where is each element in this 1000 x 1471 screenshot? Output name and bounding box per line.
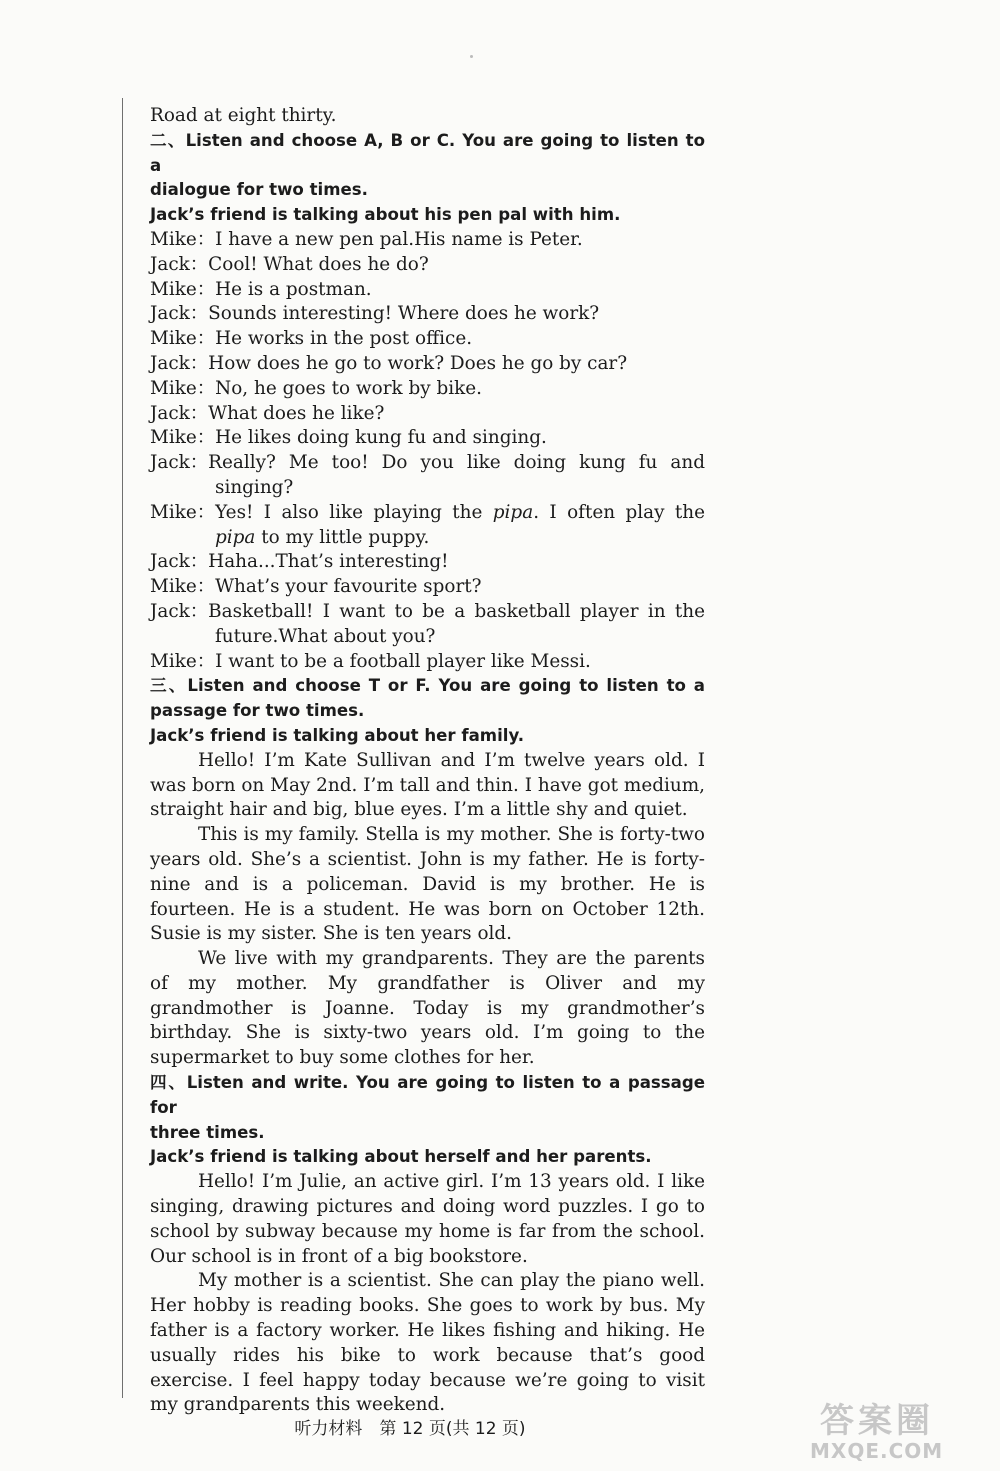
- dialogue-line: [150, 228, 705, 253]
- section3-title-line1: 三、Listen and choose T or F. You are going to listen to a: [150, 676, 705, 696]
- section4-paragraph: Hello! I’m Julie, an active girl. I’m 13 years old. I like singing, drawing pictures and doing word puzzles. I go to school by subway because my home is far from the school. Our school is in front of a big bookstore.: [150, 1171, 705, 1267]
- utterance-part: Yes! I also like playing the: [215, 501, 493, 523]
- utterance: I want to be a football player like Messi.: [215, 650, 591, 672]
- dialogue-line: [150, 302, 705, 327]
- dialogue-line: [150, 352, 705, 377]
- dialogue-line: [150, 550, 705, 575]
- section2-subtitle: Jack’s friend is talking about his pen pal with him.: [150, 205, 621, 225]
- speck: [470, 55, 473, 58]
- speaker: Mike：: [150, 501, 216, 523]
- utterance: What does he like?: [208, 402, 385, 424]
- watermark-logo: [790, 1393, 990, 1467]
- margin-rule: [122, 98, 123, 1398]
- utterance: No, he goes to work by bike.: [215, 377, 483, 399]
- dialogue-line: [150, 650, 705, 675]
- utterance: He is a postman.: [215, 278, 372, 300]
- speaker: Mike：: [150, 576, 216, 598]
- speaker: Jack：: [150, 402, 209, 424]
- pipa-term: pipa: [492, 501, 534, 523]
- utterance: Haha...That’s interesting!: [208, 551, 449, 573]
- speaker: Jack：: [150, 452, 209, 474]
- dialogue-line: [150, 575, 705, 600]
- speaker: Jack：: [150, 551, 209, 573]
- section4-title-line2: three times.: [150, 1122, 265, 1142]
- dialogue-line: [150, 451, 705, 476]
- section3-paragraph: We live with my grandparents. They are the parents of my mother. My grandfather is Oliver and my grandmother is Joanne. Today is my grandmother’s birthday. She is sixty-two years old. I’m going to the supermarket to buy some clothes for her.: [150, 948, 705, 1069]
- watermark-sub: MXQE.COM: [810, 1439, 944, 1463]
- utterance: Really? Me too! Do you like doing kung fu and: [208, 452, 705, 474]
- section3-title-line2: passage for two times.: [150, 701, 365, 721]
- utterance: What’s your favourite sport?: [215, 576, 482, 598]
- dialogue-line: [150, 327, 705, 352]
- dialogue-line: [150, 278, 705, 303]
- utterance-part: to my little puppy.: [255, 526, 430, 548]
- speaker: Mike：: [150, 328, 216, 350]
- pipa-term: pipa: [215, 526, 256, 548]
- dialogue-line: [150, 501, 705, 526]
- speaker: Jack：: [150, 253, 209, 275]
- utterance: He likes doing kung fu and singing.: [215, 427, 547, 449]
- utterance-continuation: future.What about you?: [215, 625, 436, 647]
- section4-subtitle: Jack’s friend is talking about herself and her parents.: [150, 1147, 652, 1167]
- dialogue-line: [150, 426, 705, 451]
- section4-title-line1: 四、Listen and write. You are going to listen to a passage for: [150, 1073, 705, 1117]
- page-content: [150, 104, 705, 1418]
- dialogue: [150, 228, 705, 674]
- speaker: Jack：: [150, 600, 209, 622]
- speaker: Jack：: [150, 303, 209, 325]
- dialogue-line: [150, 253, 705, 278]
- speaker: Mike：: [150, 650, 216, 672]
- speaker: Mike：: [150, 228, 216, 250]
- utterance: Sounds interesting! Where does he work?: [208, 303, 600, 325]
- section3-paragraph: Hello! I’m Kate Sullivan and I’m twelve years old. I was born on May 2nd. I’m tall and thin. I have got medium, straight hair and big, blue eyes. I’m a little shy and quiet.: [150, 749, 705, 821]
- page-footer: 听力材料 第 12 页(共 12 页): [294, 1419, 526, 1439]
- section2-title-line2: dialogue for two times.: [150, 180, 368, 200]
- utterance: He works in the post office.: [215, 328, 473, 350]
- utterance-part: . I often play the: [533, 501, 705, 523]
- utterance: How does he go to work? Does he go by car?: [208, 352, 628, 374]
- speaker: Mike：: [150, 427, 216, 449]
- dialogue-line: [150, 600, 705, 625]
- watermark-main: 答案圈: [820, 1401, 934, 1441]
- utterance-continuation: singing?: [215, 476, 294, 498]
- utterance: I have a new pen pal.His name is Peter.: [215, 228, 583, 250]
- speaker: Mike：: [150, 278, 216, 300]
- utterance-continuation: [150, 526, 705, 551]
- section3-subtitle: Jack’s friend is talking about her family.: [150, 725, 525, 745]
- dialogue-line: [150, 402, 705, 427]
- section2-title-line1: 二、Listen and choose A, B or C. You are going to listen to a: [150, 130, 705, 175]
- dialogue-line: [150, 377, 705, 402]
- speaker: Jack：: [150, 352, 209, 374]
- utterance: [215, 501, 705, 526]
- section3-paragraph: This is my family. Stella is my mother. She is forty-two years old. She’s a scientist. John is my father. He is forty-nine and is a policeman. David is my brother. He is fourteen. He is a student. He was born on October 12th. Susie is my sister. She is ten years old.: [150, 824, 705, 945]
- utterance: Cool! What does he do?: [208, 253, 429, 275]
- speaker: Mike：: [150, 377, 216, 399]
- section4-paragraph: My mother is a scientist. She can play the piano well. Her hobby is reading books. She goes to work by bus. My father is a factory worker. He likes fishing and hiking. He usually rides his bike to work because that’s good exercise. I feel happy today because we’re going to visit my grandparents this weekend.: [150, 1270, 705, 1416]
- utterance: Basketball! I want to be a basketball player in the: [208, 600, 705, 622]
- intro-line: Road at eight thirty.: [150, 105, 337, 126]
